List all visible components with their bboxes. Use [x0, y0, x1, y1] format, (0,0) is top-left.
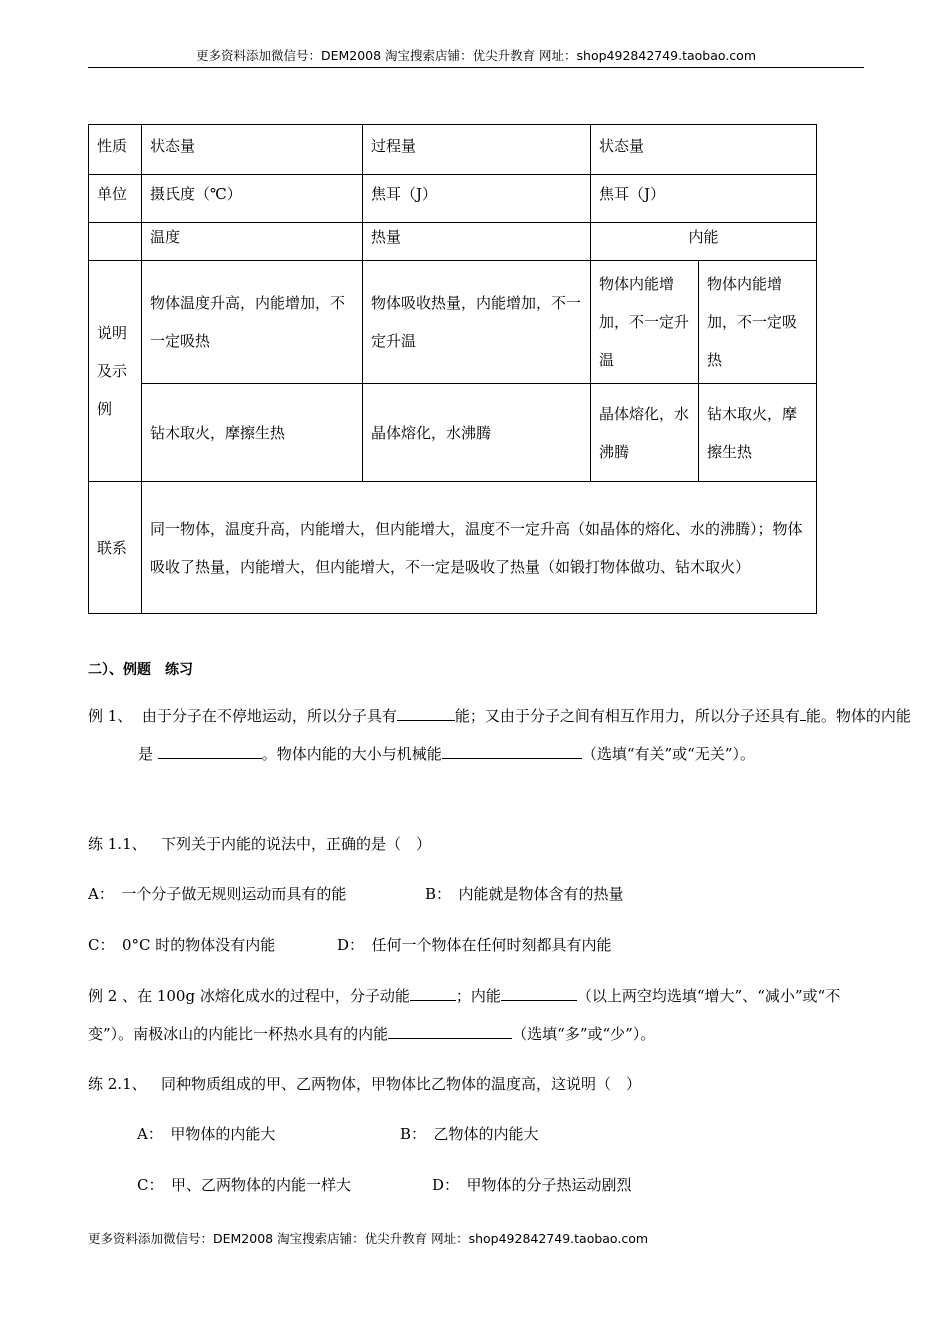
ex1-text-5: （选填“有关”或“无关”）。 [581, 745, 755, 763]
page-footer: 更多资料添加微信号：DEM2008 淘宝搜索店铺：优尖升教育 网址：shop492842749.taobao.com [88, 1231, 649, 1246]
pr11-label: 练 1.1、 [88, 835, 147, 853]
row-header-explain: 说明及示例 [89, 261, 142, 482]
ex2-text-4: （选填“多”或“少”）。 [512, 1025, 656, 1043]
section-title: 二）、例题 练习 [88, 662, 193, 678]
explain-internal-1: 物体内能增加，不一定升温 [591, 261, 699, 384]
ex2-blank-2[interactable] [501, 982, 577, 1001]
nature-temperature: 状态量 [142, 125, 363, 175]
nature-heat: 过程量 [363, 125, 591, 175]
ex2-text-2: ；内能 [455, 987, 501, 1005]
ex1-blank-3[interactable] [158, 740, 262, 759]
pr11-option-b[interactable]: B： 内能就是物体含有的热量 [425, 885, 624, 903]
unit-internal-energy: 焦耳（J） [591, 175, 817, 223]
example-heat: 晶体熔化，水沸腾 [363, 384, 591, 482]
row-header-nature: 性质 [89, 125, 142, 175]
practice-1-1 [88, 825, 868, 863]
col-heat: 热量 [363, 223, 591, 261]
explain-heat: 物体吸收热量，内能增加，不一定升温 [363, 261, 591, 384]
explain-temperature: 物体温度升高，内能增加，不一定吸热 [142, 261, 363, 384]
ex1-blank-4[interactable] [442, 740, 582, 759]
ex2-text-1: 例 2 、在 100g 冰熔化成水的过程中，分子动能 [88, 987, 410, 1005]
example-1 [88, 697, 918, 773]
ex2-text-3: （以上两空均选填“增大”、“减小”或“不变”）。南极冰山的内能比一杯热水具有的内能 [88, 987, 841, 1043]
pr11-option-d[interactable]: D： 任何一个物体在任何时刻都具有内能 [337, 936, 612, 954]
example-internal-2: 钻木取火，摩擦生热 [699, 384, 817, 482]
ex1-text-4: 。物体内能的大小与机械能 [261, 745, 442, 763]
col-temperature: 温度 [142, 223, 363, 261]
ex1-text-2: 能；又由于分子之间有相互作用力，所以分子还具有 [454, 707, 800, 725]
pr21-option-a[interactable]: A： 甲物体的内能大 [137, 1125, 276, 1143]
unit-temperature: 摄氏度（℃） [142, 175, 363, 223]
ex2-blank-3[interactable] [388, 1020, 512, 1039]
row-header-empty [89, 223, 142, 261]
page-header: 更多资料添加微信号：DEM2008 淘宝搜索店铺：优尖升教育 网址：shop492842749.taobao.com [88, 46, 864, 68]
ex1-label: 例 1、 [88, 707, 133, 725]
nature-internal-energy: 状态量 [591, 125, 817, 175]
col-internal-energy: 内能 [591, 223, 817, 261]
explain-internal-2: 物体内能增加，不一定吸热 [699, 261, 817, 384]
pr21-option-b[interactable]: B： 乙物体的内能大 [400, 1125, 539, 1143]
row-header-unit: 单位 [89, 175, 142, 223]
ex2-blank-1[interactable] [410, 982, 456, 1001]
practice-2-1 [88, 1065, 868, 1103]
pr11-option-a[interactable]: A： 一个分子做无规则运动而具有的能 [88, 885, 347, 903]
row-header-relation: 联系 [89, 482, 142, 614]
example-2 [88, 977, 868, 1053]
example-internal-1: 晶体熔化，水沸腾 [591, 384, 699, 482]
ex1-blank-1[interactable] [397, 702, 455, 721]
pr21-option-c[interactable]: C： 甲、乙两物体的内能一样大 [137, 1176, 351, 1194]
pr11-option-c[interactable]: C： 0°C 时的物体没有内能 [88, 936, 276, 954]
example-temperature: 钻木取火，摩擦生热 [142, 384, 363, 482]
pr11-question: 下列关于内能的说法中，正确的是（ ） [160, 835, 431, 853]
ex1-text-1: 由于分子在不停地运动，所以分子具有 [141, 707, 397, 725]
ex1-text-3: 能。物体的内能是 [138, 707, 911, 763]
unit-heat: 焦耳（J） [363, 175, 591, 223]
relation-text: 同一物体，温度升高，内能增大，但内能增大，温度不一定升高（如晶体的熔化、水的沸腾）；物体吸收了热量，内能增大，但内能增大，不一定是吸收了热量（如锻打物体做功、钻木取火） [142, 482, 817, 614]
comparison-table [88, 124, 817, 614]
pr21-option-d[interactable]: D： 甲物体的分子热运动剧烈 [432, 1176, 632, 1194]
pr21-question: 同种物质组成的甲、乙两物体，甲物体比乙物体的温度高，这说明（ ） [160, 1075, 641, 1093]
pr21-label: 练 2.1、 [88, 1075, 147, 1093]
